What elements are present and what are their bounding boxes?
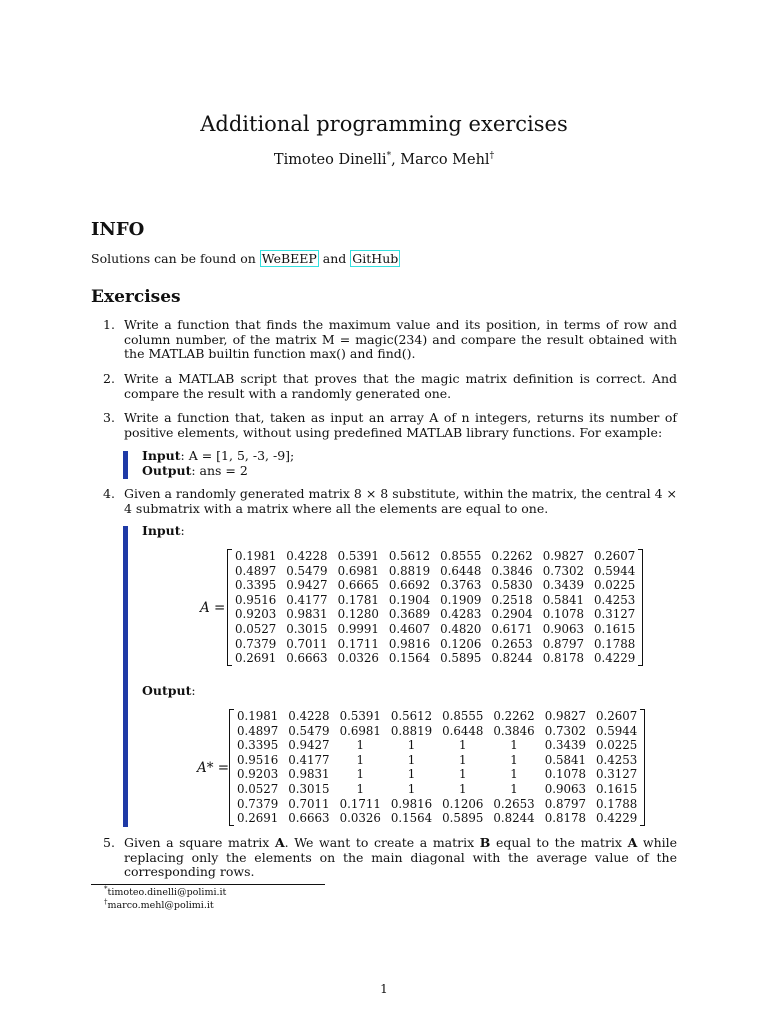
- matrix-a-cell: 0.5391: [337, 549, 379, 563]
- info-text-middle: and: [318, 251, 351, 266]
- matrix-a-cell: 0.6448: [440, 563, 482, 578]
- matrix-a-cell: 0.2518: [491, 592, 533, 607]
- matrix-a-star-cell: 0.3127: [595, 767, 638, 782]
- matrix-a-cell: 0.3846: [491, 563, 533, 578]
- matrix-a-cell: 0.9831: [286, 607, 328, 622]
- footnote-mark: †: [104, 898, 108, 906]
- matrix-a-cell: 0.1206: [440, 636, 482, 651]
- matrix-a-star-cell: 1: [407, 752, 416, 767]
- matrix-a-cell: 0.8244: [491, 651, 533, 666]
- matrix-a-star-cell: 0.9427: [288, 738, 330, 753]
- matrix-a-cell: 0.2262: [491, 549, 533, 563]
- example-bar: [123, 526, 128, 827]
- matrix-a-star-cell: 0.9203: [237, 767, 279, 782]
- colon: :: [191, 683, 196, 698]
- matrix-a-star-cell: 0.5944: [595, 723, 638, 738]
- item-number: 1.: [103, 317, 115, 332]
- matrix-a-star-cell: 0.1981: [237, 709, 279, 723]
- matrix-a-star-cell: 1: [510, 752, 518, 767]
- matrix-a-cell: 0.5830: [491, 578, 533, 593]
- matrix-a-cell: 0.8819: [388, 563, 431, 578]
- matrix-a-star-cell: 0.8244: [493, 811, 535, 826]
- output-label: Output: [142, 463, 192, 478]
- matrix-a-star-cell: 0.2607: [595, 709, 638, 723]
- item-number: 4.: [103, 486, 115, 501]
- matrix-a-star-cell: 0.3015: [288, 781, 330, 796]
- matrix-a-star-cell: 0.5612: [390, 709, 433, 723]
- matrix-row: [232, 811, 642, 826]
- input-value: : A = [1, 5, -3, -9];: [180, 448, 295, 463]
- colon: :: [180, 523, 185, 538]
- matrix-a-label: A =: [200, 600, 226, 616]
- matrix-a-table: [230, 549, 640, 666]
- matrix-a-star-cell: 0.2262: [493, 709, 535, 723]
- matrix-a-star-cell: 0.5391: [339, 709, 381, 723]
- matrix-a-star-cell: 0.9516: [237, 752, 279, 767]
- matrix-a-cell: 0.9816: [388, 636, 431, 651]
- matrix-a-star-cell: 0.4228: [288, 709, 330, 723]
- matrix-a-cell: 0.2653: [491, 636, 533, 651]
- matrix-a-star-cell: 0.4177: [288, 752, 330, 767]
- matrix-row: [230, 578, 640, 593]
- matrix-a-star-cell: 0.6448: [442, 723, 484, 738]
- matrix-a-star-cell: 0.4253: [595, 752, 638, 767]
- matrix-row: [230, 651, 640, 666]
- matrix-a-star-cell: 0.9831: [288, 767, 330, 782]
- matrix-a-star-cell: 0.7011: [288, 796, 330, 811]
- matrix-a-cell: 0.8178: [542, 651, 584, 666]
- matrix-a-cell: 0.5895: [440, 651, 482, 666]
- matrix-a-star-cell: 0.7302: [544, 723, 586, 738]
- matrix-row: [232, 753, 642, 768]
- matrix-a-cell: 0.4229: [593, 651, 636, 666]
- example-bar: [123, 451, 128, 479]
- matrix-a-cell: 0.9063: [542, 621, 584, 636]
- item-text: Write a MATLAB script that proves that the magic matrix definition is correct. And compare the result with a randomly generated one.: [124, 371, 677, 401]
- matrix-a-star-cell: 0.1615: [595, 781, 638, 796]
- right-bracket: [638, 549, 643, 666]
- info-heading: INFO: [91, 219, 145, 240]
- matrix-a-star-cell: 1: [356, 767, 364, 782]
- matrix-a-star-label: A* =: [197, 760, 230, 776]
- matrix-row: [232, 738, 642, 753]
- matrix-a-cell: 0.3395: [235, 578, 277, 593]
- author-1-footnote-mark[interactable]: *: [386, 151, 392, 161]
- output-label: Output: [142, 683, 192, 698]
- matrix-a-star-cell: 0.8819: [390, 723, 433, 738]
- matrix-a-star-cell: 0.7379: [237, 796, 279, 811]
- matrix-a-cell: 0.9203: [235, 607, 277, 622]
- example-3-output: [142, 464, 248, 479]
- matrix-row: [230, 549, 640, 564]
- matrix-a-cell: 0.7302: [542, 563, 584, 578]
- info-paragraph: [91, 252, 400, 267]
- matrix-a-cell: 0.1711: [337, 636, 379, 651]
- webeep-link[interactable]: WeBEEP: [261, 251, 317, 266]
- matrix-a-cell: 0.3763: [440, 578, 482, 593]
- matrix-row: [232, 767, 642, 782]
- matrix-a-star-cell: 0.0225: [595, 738, 638, 753]
- matrix-a-cell: 0.4253: [593, 592, 636, 607]
- matrix-row: [232, 782, 642, 797]
- item-number: 3.: [103, 410, 115, 425]
- left-bracket: [229, 709, 234, 826]
- matrix-a-cell: 0.3689: [388, 607, 431, 622]
- matrix-a-cell: 0.3015: [286, 621, 328, 636]
- matrix-a-star-cell: 0.0527: [237, 781, 279, 796]
- item-text-part: equal to the matrix: [490, 835, 628, 850]
- matrix-a-star-cell: 1: [510, 781, 518, 796]
- matrix-a-cell: 0.8555: [440, 549, 482, 563]
- example-4-input-label: [142, 524, 185, 539]
- matrix-a-star-cell: 1: [407, 738, 416, 753]
- footnote-mark: *: [104, 885, 108, 893]
- matrix-a-cell: 0.4820: [440, 621, 482, 636]
- matrix-row: [230, 637, 640, 652]
- input-label: Input: [142, 448, 181, 463]
- example-3-input: [142, 449, 294, 464]
- matrix-a-star-cell: 0.5895: [442, 811, 484, 826]
- matrix-row: [230, 564, 640, 579]
- matrix-row: [232, 797, 642, 812]
- matrix-a-star-cell: 0.9816: [390, 796, 433, 811]
- matrix-a-star-cell: 0.5841: [544, 752, 586, 767]
- matrix-a-star-cell: 0.9063: [544, 781, 586, 796]
- matrix-a-star-cell: 1: [356, 781, 364, 796]
- matrix-a-cell: 0.9827: [542, 549, 584, 563]
- matrix-a-star-cell: 1: [510, 767, 518, 782]
- output-value: : ans = 2: [191, 463, 248, 478]
- matrix-a-cell: 0.8797: [542, 636, 584, 651]
- matrix-a-cell: 0.4607: [388, 621, 431, 636]
- matrix-a-cell: 0.9516: [235, 592, 277, 607]
- matrix-a-star-cell: 0.6663: [288, 811, 330, 826]
- matrix-a-star-cell: 0.3439: [544, 738, 586, 753]
- matrix-a-star-cell: 0.2691: [237, 811, 279, 826]
- matrix-a-star-cell: 1: [407, 781, 416, 796]
- matrix-a-star-cell: 0.3846: [493, 723, 535, 738]
- matrix-a-cell: 0.3127: [593, 607, 636, 622]
- matrix-a-cell: 0.1788: [593, 636, 636, 651]
- matrix-a-cell: 0.6171: [491, 621, 533, 636]
- item-number: 5.: [103, 835, 115, 850]
- matrix-a-cell: 0.7011: [286, 636, 328, 651]
- matrix-symbol: A: [627, 835, 638, 850]
- matrix-a-star-cell: 0.5479: [288, 723, 330, 738]
- matrix-a-star-cell: 1: [356, 752, 364, 767]
- footnote-2: [104, 898, 214, 911]
- matrix-a-cell: 0.1981: [235, 549, 277, 563]
- item-text: Given a randomly generated matrix 8 × 8 substitute, within the matrix, the central 4 × 4 submatrix with a matrix where all the elements are equal to one.: [124, 486, 677, 516]
- matrix-a-cell: 0.2904: [491, 607, 533, 622]
- left-bracket: [227, 549, 232, 666]
- matrix-a-star-cell: 0.8797: [544, 796, 586, 811]
- item-text: [124, 836, 677, 880]
- example-4-output-label: [142, 684, 196, 699]
- matrix-a-cell: 0.1280: [337, 607, 379, 622]
- exercises-heading: Exercises: [91, 287, 181, 307]
- footnote-1: [104, 885, 226, 898]
- matrix-a-cell: 0.1904: [388, 592, 431, 607]
- item-number: 2.: [103, 371, 115, 386]
- matrix-a-cell: 0.4283: [440, 607, 482, 622]
- author-2: Marco Mehl: [400, 151, 490, 168]
- matrix-a-star-cell: 0.8555: [442, 709, 484, 723]
- matrix-a-star-table: [232, 709, 642, 826]
- matrix-a-star-cell: 0.1788: [595, 796, 638, 811]
- matrix-a-cell: 0.0527: [235, 621, 277, 636]
- matrix-a-star-cell: 0.4897: [237, 723, 279, 738]
- item-text-part: . We want to create a matrix: [284, 835, 480, 850]
- matrix-a-star-cell: 0.8178: [544, 811, 586, 826]
- right-bracket: [640, 709, 645, 826]
- matrix-a-cell: 0.1781: [337, 592, 379, 607]
- matrix-a-star-cell: 0.1564: [390, 811, 433, 826]
- matrix-a-star-cell: 0.4229: [595, 811, 638, 826]
- matrix-a-cell: 0.5944: [593, 563, 636, 578]
- footnote-email[interactable]: marco.mehl@polimi.it: [107, 900, 214, 912]
- matrix-a-star-cell: 1: [407, 767, 416, 782]
- matrix-a-cell: 0.6692: [388, 578, 431, 593]
- matrix-a-star-cell: 1: [459, 781, 467, 796]
- matrix-row: [230, 593, 640, 608]
- info-text-before: Solutions can be found on: [91, 251, 260, 266]
- matrix-a-star-cell: 0.9827: [544, 709, 586, 723]
- matrix-a-cell: 0.9427: [286, 578, 328, 593]
- matrix-a-star-cell: 0.3395: [237, 738, 279, 753]
- author-1: Timoteo Dinelli: [273, 151, 387, 168]
- item-text-part: Given a square matrix: [124, 835, 275, 850]
- matrix-a-cell: 0.7379: [235, 636, 277, 651]
- item-text: Write a function that, taken as input an array A of n integers, returns its number of positive elements, without using predefined MATLAB library functions. For example:: [124, 410, 677, 440]
- matrix-a-star-cell: 0.1711: [339, 796, 381, 811]
- footnote-email[interactable]: timoteo.dinelli@polimi.it: [107, 887, 227, 899]
- matrix-a-cell: 0.0225: [593, 578, 636, 593]
- matrix-a-cell: 0.9991: [337, 621, 379, 636]
- matrix-a-cell: 0.6665: [337, 578, 379, 593]
- matrix-symbol: B: [479, 835, 491, 850]
- matrix-a-star: [232, 709, 642, 826]
- matrix-row: [230, 622, 640, 637]
- item-text-part: while replacing only the elements on the main diagonal with the average value of the corresponding rows.: [124, 835, 678, 880]
- matrix-a-star-cell: 0.1206: [442, 796, 484, 811]
- github-link[interactable]: GitHub: [352, 251, 399, 266]
- matrix-a-cell: 0.2607: [593, 549, 636, 563]
- matrix-a-cell: 0.5479: [286, 563, 328, 578]
- matrix-a-cell: 0.1909: [440, 592, 482, 607]
- matrix-a: [230, 549, 640, 666]
- page-number: 1: [380, 982, 388, 996]
- matrix-a-star-cell: 1: [459, 738, 467, 753]
- matrix-row: [232, 724, 642, 739]
- matrix-a-cell: 0.6663: [286, 651, 328, 666]
- matrix-a-star-cell: 0.0326: [339, 811, 381, 826]
- input-label: Input: [142, 523, 181, 538]
- matrix-a-star-cell: 0.2653: [493, 796, 535, 811]
- matrix-a-cell: 0.5612: [388, 549, 431, 563]
- matrix-a-star-cell: 1: [459, 767, 467, 782]
- matrix-a-star-cell: 0.6981: [339, 723, 381, 738]
- matrix-a-cell: 0.2691: [235, 651, 277, 666]
- matrix-a-cell: 0.6981: [337, 563, 379, 578]
- matrix-symbol: A: [274, 835, 285, 850]
- matrix-a-star-cell: 1: [459, 752, 467, 767]
- matrix-a-star-cell: 0.1078: [544, 767, 586, 782]
- matrix-a-cell: 0.4228: [286, 549, 328, 563]
- author-line: Timoteo Dinelli*, Marco Mehl†: [273, 151, 495, 168]
- matrix-a-cell: 0.1078: [542, 607, 584, 622]
- matrix-a-cell: 0.1564: [388, 651, 431, 666]
- item-text: Write a function that finds the maximum value and its position, in terms of row and column number, of the matrix M = magic(234) and compare the result obtained with the MATLAB builtin function max() and find().: [124, 317, 677, 362]
- author-2-footnote-mark[interactable]: †: [489, 151, 495, 161]
- paper-title: Additional programming exercises: [200, 112, 568, 136]
- matrix-row: [232, 709, 642, 724]
- matrix-a-cell: 0.0326: [337, 651, 379, 666]
- matrix-row: [230, 607, 640, 622]
- matrix-a-star-cell: 1: [510, 738, 518, 753]
- matrix-a-star-cell: 1: [356, 738, 364, 753]
- matrix-a-cell: 0.1615: [593, 621, 636, 636]
- matrix-a-cell: 0.4177: [286, 592, 328, 607]
- matrix-a-cell: 0.5841: [542, 592, 584, 607]
- matrix-a-cell: 0.3439: [542, 578, 584, 593]
- matrix-a-cell: 0.4897: [235, 563, 277, 578]
